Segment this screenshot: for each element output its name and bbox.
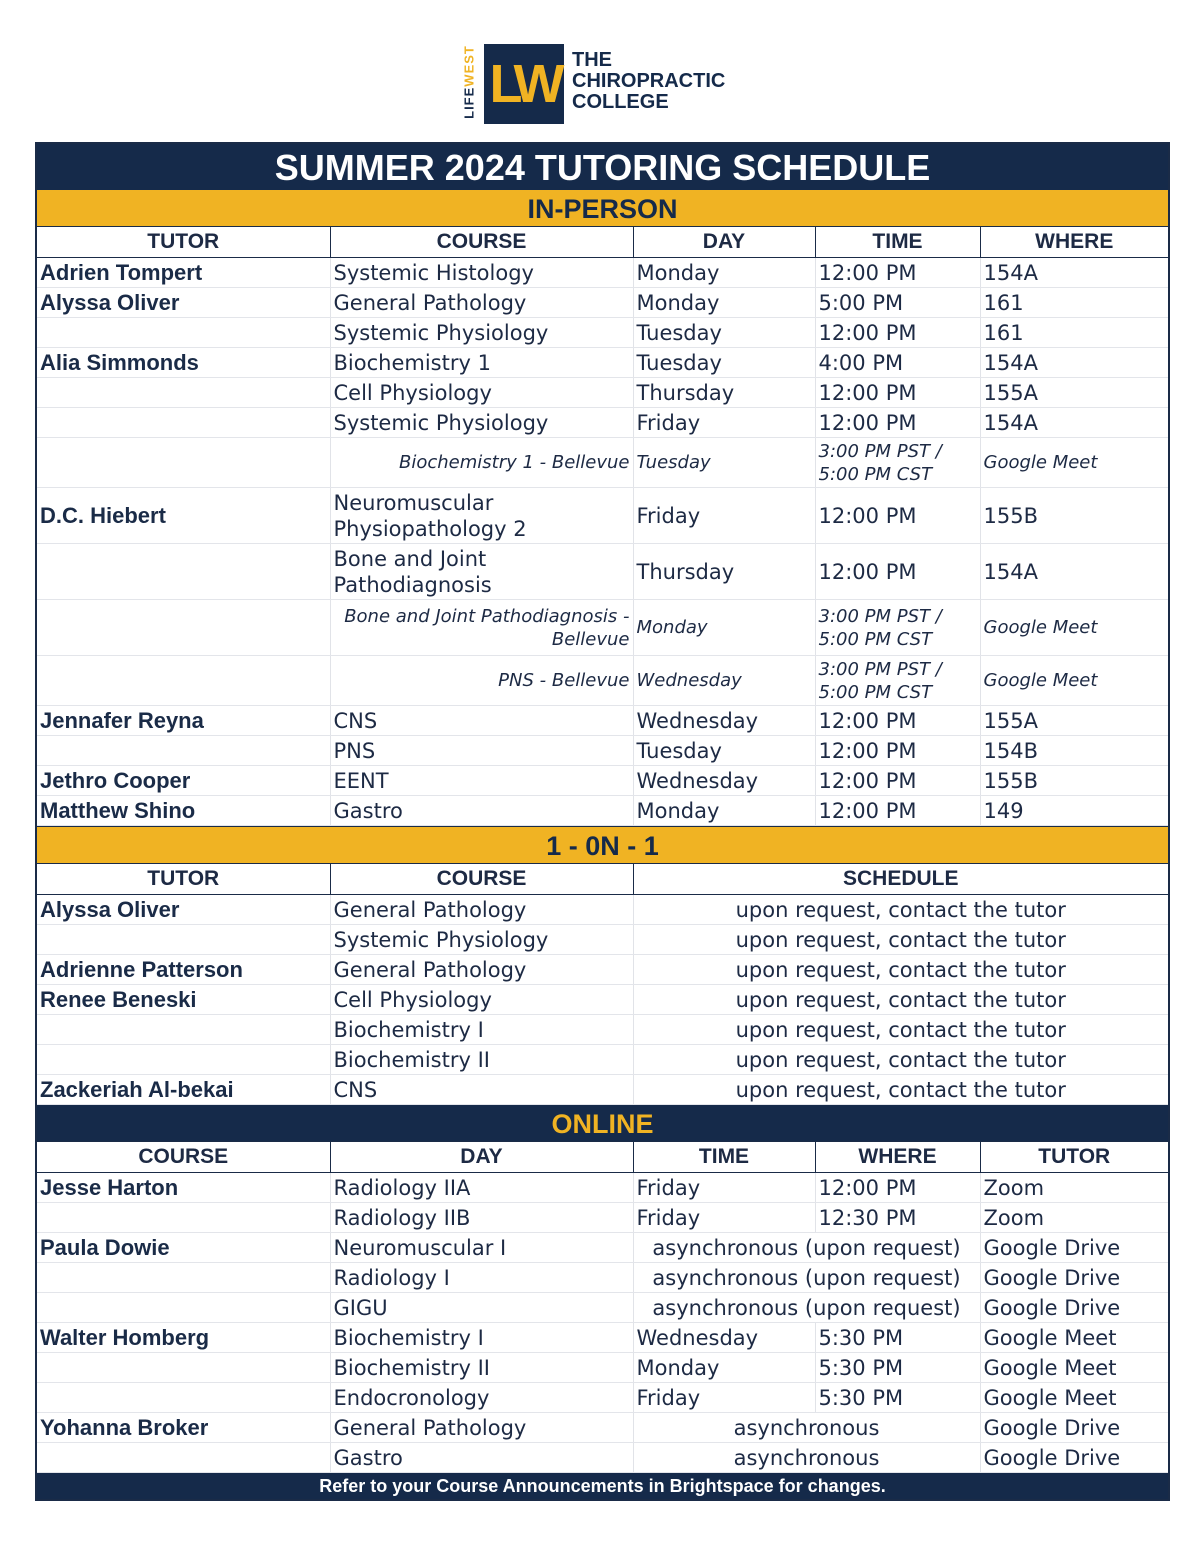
footer-note: Refer to your Course Announcements in Brightspace for changes.	[37, 1473, 1168, 1499]
tutor-name: Alia Simmonds	[37, 348, 330, 378]
schedule-cell: asynchronous	[633, 1413, 980, 1443]
time-cell: 12:00 PM	[815, 766, 980, 796]
table-row	[37, 766, 1168, 796]
course-name: Biochemistry 1 - Bellevue	[330, 438, 633, 488]
course-name: General Pathology	[330, 895, 633, 925]
time-cell: 12:00 PM	[815, 736, 980, 766]
tutor-name	[37, 438, 330, 488]
table-row	[37, 438, 1168, 488]
course-name: Biochemistry 1	[330, 348, 633, 378]
course-name: Endocronology	[330, 1383, 633, 1413]
tutor-name: Jennafer Reyna	[37, 706, 330, 736]
location-cell: Google Drive	[980, 1263, 1168, 1293]
course-name: Cell Physiology	[330, 985, 633, 1015]
schedule-cell: upon request, contact the tutor	[633, 1045, 1168, 1075]
location-cell: 161	[980, 318, 1168, 348]
schedule-cell: asynchronous (upon request)	[633, 1263, 980, 1293]
tutor-name	[37, 1293, 330, 1323]
location-cell: Google Meet	[980, 656, 1168, 706]
col-header-day: DAY	[633, 227, 815, 258]
location-cell: Google Drive	[980, 1233, 1168, 1263]
table-row	[37, 488, 1168, 544]
course-name: Neuromuscular Physiopathology 2	[330, 488, 633, 544]
course-name: Gastro	[330, 1443, 633, 1473]
tutor-name	[37, 408, 330, 438]
tutor-name	[37, 1203, 330, 1233]
day-cell: Friday	[633, 1173, 815, 1203]
time-cell: 12:00 PM	[815, 258, 980, 288]
table-row	[37, 1203, 1168, 1233]
table-row	[37, 258, 1168, 288]
schedule-cell: upon request, contact the tutor	[633, 1015, 1168, 1045]
tutor-name	[37, 1383, 330, 1413]
col-header-course: COURSE	[330, 864, 633, 895]
location-cell: Google Drive	[980, 1413, 1168, 1443]
course-name: PNS	[330, 736, 633, 766]
one-on-one-table	[37, 864, 1168, 1105]
day-cell: Monday	[633, 258, 815, 288]
day-cell: Wednesday	[633, 656, 815, 706]
table-row	[37, 348, 1168, 378]
tutor-name	[37, 318, 330, 348]
course-name: General Pathology	[330, 955, 633, 985]
schedule-cell: asynchronous	[633, 1443, 980, 1473]
location-cell: Google Drive	[980, 1443, 1168, 1473]
schedule-cell: asynchronous (upon request)	[633, 1233, 980, 1263]
course-name: Cell Physiology	[330, 378, 633, 408]
tutor-name	[37, 736, 330, 766]
col-header-course: COURSE	[330, 227, 633, 258]
tutor-name: Matthew Shino	[37, 796, 330, 826]
tutor-name: Yohanna Broker	[37, 1413, 330, 1443]
tutor-name: Alyssa Oliver	[37, 288, 330, 318]
schedule-cell: asynchronous (upon request)	[633, 1293, 980, 1323]
location-cell: 155B	[980, 766, 1168, 796]
logo-wordmark: THE CHIROPRACTIC COLLEGE	[572, 49, 726, 113]
course-name: CNS	[330, 1075, 633, 1105]
table-row	[37, 288, 1168, 318]
table-row	[37, 656, 1168, 706]
time-cell: 12:00 PM	[815, 1173, 980, 1203]
time-cell: 5:00 PM	[815, 288, 980, 318]
tutor-name	[37, 925, 330, 955]
day-cell: Wednesday	[633, 706, 815, 736]
one-on-one-heading: 1 - 0N - 1	[37, 826, 1168, 864]
schedule-cell: upon request, contact the tutor	[633, 955, 1168, 985]
course-name: Bone and Joint Pathodiagnosis - Bellevue	[330, 600, 633, 656]
course-name: Biochemistry II	[330, 1045, 633, 1075]
location-cell: Google Meet	[980, 438, 1168, 488]
tutor-name: Paula Dowie	[37, 1233, 330, 1263]
table-row	[37, 1443, 1168, 1473]
course-name: Gastro	[330, 796, 633, 826]
col-header-tutor: TUTOR	[980, 1142, 1168, 1173]
time-cell: 12:30 PM	[815, 1203, 980, 1233]
day-cell: Tuesday	[633, 736, 815, 766]
location-cell: Google Meet	[980, 1323, 1168, 1353]
schedule-cell: upon request, contact the tutor	[633, 895, 1168, 925]
location-cell: 155A	[980, 378, 1168, 408]
tutor-name	[37, 378, 330, 408]
time-cell: 3:00 PM PST / 5:00 PM CST	[815, 600, 980, 656]
day-cell: Monday	[633, 600, 815, 656]
table-row	[37, 796, 1168, 826]
col-header-tutor: TUTOR	[37, 864, 330, 895]
location-cell: 155B	[980, 488, 1168, 544]
time-cell: 12:00 PM	[815, 706, 980, 736]
location-cell: 161	[980, 288, 1168, 318]
in-person-table	[37, 227, 1168, 826]
table-row	[37, 1075, 1168, 1105]
course-name: Bone and Joint Pathodiagnosis	[330, 544, 633, 600]
table-row	[37, 1045, 1168, 1075]
day-cell: Friday	[633, 408, 815, 438]
time-cell: 12:00 PM	[815, 408, 980, 438]
day-cell: Tuesday	[633, 318, 815, 348]
table-row	[37, 985, 1168, 1015]
tutor-name: Adrienne Patterson	[37, 955, 330, 985]
tutor-name: Jethro Cooper	[37, 766, 330, 796]
college-logo	[458, 40, 748, 126]
location-cell: 154A	[980, 544, 1168, 600]
tutor-name: D.C. Hiebert	[37, 488, 330, 544]
day-cell: Tuesday	[633, 438, 815, 488]
course-name: Biochemistry II	[330, 1353, 633, 1383]
table-row	[37, 1015, 1168, 1045]
table-row	[37, 600, 1168, 656]
location-cell: Google Drive	[980, 1293, 1168, 1323]
time-cell: 5:30 PM	[815, 1353, 980, 1383]
location-cell: 155A	[980, 706, 1168, 736]
day-cell: Thursday	[633, 378, 815, 408]
location-cell: Google Meet	[980, 1353, 1168, 1383]
day-cell: Friday	[633, 1203, 815, 1233]
time-cell: 12:00 PM	[815, 318, 980, 348]
tutor-name	[37, 1015, 330, 1045]
table-row	[37, 895, 1168, 925]
location-cell: 149	[980, 796, 1168, 826]
location-cell: 154A	[980, 258, 1168, 288]
table-row	[37, 318, 1168, 348]
day-cell: Monday	[633, 288, 815, 318]
table-row	[37, 1413, 1168, 1443]
col-header-schedule: SCHEDULE	[633, 864, 1168, 895]
tutor-name: Renee Beneski	[37, 985, 330, 1015]
day-cell: Tuesday	[633, 348, 815, 378]
tutor-name	[37, 656, 330, 706]
time-cell: 4:00 PM	[815, 348, 980, 378]
time-cell: 12:00 PM	[815, 544, 980, 600]
day-cell: Wednesday	[633, 1323, 815, 1353]
tutor-name: Zackeriah Al-bekai	[37, 1075, 330, 1105]
page-title: SUMMER 2024 TUTORING SCHEDULE	[37, 144, 1168, 190]
time-cell: 3:00 PM PST / 5:00 PM CST	[815, 438, 980, 488]
table-row	[37, 706, 1168, 736]
location-cell: Zoom	[980, 1173, 1168, 1203]
logo-side-text: LIFEWEST	[461, 45, 477, 119]
time-cell: 12:00 PM	[815, 488, 980, 544]
location-cell: 154A	[980, 348, 1168, 378]
in-person-heading: IN-PERSON	[37, 190, 1168, 227]
online-table	[37, 1142, 1168, 1473]
tutor-name	[37, 1045, 330, 1075]
course-name: EENT	[330, 766, 633, 796]
table-row	[37, 1263, 1168, 1293]
course-name: Systemic Histology	[330, 258, 633, 288]
tutor-name: Alyssa Oliver	[37, 895, 330, 925]
course-name: PNS - Bellevue	[330, 656, 633, 706]
col-header-course: COURSE	[37, 1142, 330, 1173]
location-cell: 154A	[980, 408, 1168, 438]
table-row	[37, 925, 1168, 955]
table-row	[37, 736, 1168, 766]
col-header-day: DAY	[330, 1142, 633, 1173]
course-name: Systemic Physiology	[330, 318, 633, 348]
course-name: Radiology IIA	[330, 1173, 633, 1203]
location-cell: Zoom	[980, 1203, 1168, 1233]
day-cell: Monday	[633, 1353, 815, 1383]
location-cell: 154B	[980, 736, 1168, 766]
day-cell: Monday	[633, 796, 815, 826]
table-row	[37, 1383, 1168, 1413]
day-cell: Wednesday	[633, 766, 815, 796]
col-header-time: TIME	[815, 227, 980, 258]
table-row	[37, 1233, 1168, 1263]
table-row	[37, 1323, 1168, 1353]
day-cell: Friday	[633, 1383, 815, 1413]
course-name: General Pathology	[330, 288, 633, 318]
location-cell: Google Meet	[980, 1383, 1168, 1413]
course-name: Systemic Physiology	[330, 408, 633, 438]
time-cell: 5:30 PM	[815, 1323, 980, 1353]
tutor-name	[37, 544, 330, 600]
table-row	[37, 1353, 1168, 1383]
day-cell: Thursday	[633, 544, 815, 600]
location-cell: Google Meet	[980, 600, 1168, 656]
tutor-name: Walter Homberg	[37, 1323, 330, 1353]
table-row	[37, 1173, 1168, 1203]
time-cell: 3:00 PM PST / 5:00 PM CST	[815, 656, 980, 706]
day-cell: Friday	[633, 488, 815, 544]
col-header-where: WHERE	[815, 1142, 980, 1173]
course-name: Systemic Physiology	[330, 925, 633, 955]
time-cell: 12:00 PM	[815, 378, 980, 408]
course-name: Biochemistry I	[330, 1323, 633, 1353]
schedule-cell: upon request, contact the tutor	[633, 985, 1168, 1015]
schedule-cell: upon request, contact the tutor	[633, 1075, 1168, 1105]
online-heading: ONLINE	[37, 1105, 1168, 1142]
course-name: CNS	[330, 706, 633, 736]
course-name: Radiology I	[330, 1263, 633, 1293]
col-header-time: TIME	[633, 1142, 815, 1173]
logo-mark: LW	[484, 44, 564, 124]
schedule-table	[35, 142, 1170, 1501]
course-name: Biochemistry I	[330, 1015, 633, 1045]
schedule-cell: upon request, contact the tutor	[633, 925, 1168, 955]
tutor-name	[37, 1353, 330, 1383]
table-row	[37, 378, 1168, 408]
table-row	[37, 544, 1168, 600]
col-header-tutor: TUTOR	[37, 227, 330, 258]
table-row	[37, 1293, 1168, 1323]
time-cell: 5:30 PM	[815, 1383, 980, 1413]
time-cell: 12:00 PM	[815, 796, 980, 826]
tutor-name	[37, 1263, 330, 1293]
tutor-name	[37, 1443, 330, 1473]
course-name: Radiology IIB	[330, 1203, 633, 1233]
tutor-name: Adrien Tompert	[37, 258, 330, 288]
table-row	[37, 408, 1168, 438]
course-name: GIGU	[330, 1293, 633, 1323]
tutor-name	[37, 600, 330, 656]
table-row	[37, 955, 1168, 985]
tutor-name: Jesse Harton	[37, 1173, 330, 1203]
col-header-where: WHERE	[980, 227, 1168, 258]
course-name: General Pathology	[330, 1413, 633, 1443]
course-name: Neuromuscular I	[330, 1233, 633, 1263]
